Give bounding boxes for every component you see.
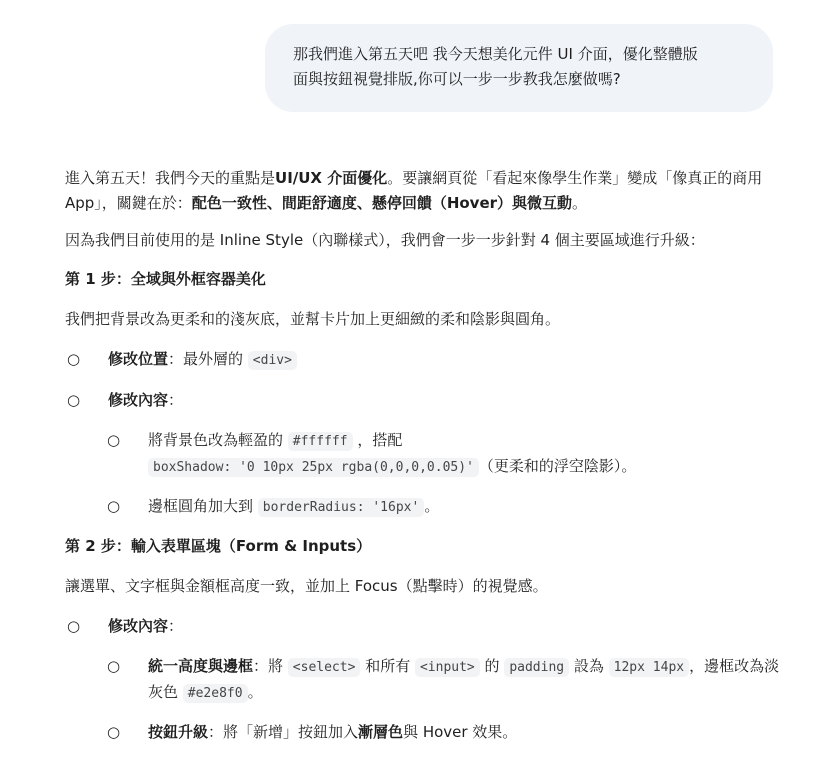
step1-content-label: 修改內容 <box>108 391 169 409</box>
inline-code: <select> <box>288 658 361 677</box>
intro-paragraph-2: 因為我們目前使用的是 Inline Style（內聯樣式），我們會一步一步針對 4 個主要區域進行升級： <box>65 231 705 249</box>
step2-sub1-label: 統一高度與邊框 <box>148 657 254 675</box>
step1-position-text: ：最外層的 <box>168 350 248 368</box>
step1-description: 我們把背景改為更柔和的淺灰底，並幫卡片加上更細緻的柔和陰影與圓角。 <box>65 310 561 328</box>
intro-text-2: 。要讓網頁從「看起來像學生作業」變成「像真正的商用 App」，關鍵在於： <box>65 169 763 212</box>
intro-text-3: 。 <box>572 194 588 212</box>
bullet-icon: ○ <box>67 350 81 368</box>
inline-code: <div> <box>248 351 297 370</box>
inline-code: padding <box>504 658 569 677</box>
step2-sub2-text: ：將「新增」按鈕加入 <box>208 723 359 741</box>
step2-sub2-bold: 漸層色 <box>358 723 404 741</box>
inline-code: 12px 14px <box>609 658 689 677</box>
intro-bold-1: UI/UX 介面優化 <box>275 169 388 187</box>
step2-sub1-text: ：將 <box>253 657 288 675</box>
step1-content-item <box>65 388 785 413</box>
step2-description: 讓選單、文字框與金額框高度一致，並加上 Focus（點擊時）的視覺感。 <box>65 577 548 595</box>
inline-code: boxShadow: '0 10px 25px rgba(0,0,0,0.05)' <box>148 458 479 477</box>
bullet-icon: ○ <box>107 723 121 741</box>
step2-sub-item-1 <box>65 654 785 706</box>
bullet-icon: ○ <box>67 391 81 409</box>
bullet-icon: ○ <box>107 657 121 675</box>
step1-sub1-text: 將背景色改為輕盈的 <box>148 431 288 449</box>
step1-sub1-text-3: （更柔和的浮空陰影）。 <box>478 457 637 475</box>
inline-code: borderRadius: '16px' <box>258 498 425 517</box>
user-message-line-2: 面與按鈕視覺排版,你可以一步一步教我怎麼做嗎? <box>293 70 621 88</box>
step2-content-colon: ： <box>168 617 184 635</box>
step2-content-item <box>65 614 785 639</box>
user-message-bubble <box>265 24 773 112</box>
step1-sub2-text: 邊框圓角加大到 <box>148 497 258 515</box>
step2-sub2-text-2: 與 Hover 效果。 <box>403 723 518 741</box>
assistant-response <box>65 166 785 759</box>
step2-sub1-text-3: 的 <box>479 657 505 675</box>
step1-sub-item-1 <box>65 428 785 480</box>
step1-sub1-text-2: ，搭配 <box>352 431 403 449</box>
step1-heading: 第 1 步：全域與外框容器美化 <box>65 270 266 288</box>
step1-sub-item-2 <box>65 494 785 520</box>
user-message-line-1: 那我們進入第五天吧 我今天想美化元件 UI 介面，優化整體版 <box>293 45 698 63</box>
step1-content-colon: ： <box>168 391 184 409</box>
intro-bold-2: 配色一致性、間距舒適度、懸停回饋（Hover）與微互動 <box>191 194 573 212</box>
step2-content-label: 修改內容 <box>108 617 169 635</box>
step1-position-label: 修改位置 <box>108 350 169 368</box>
inline-code: #e2e8f0 <box>183 684 248 703</box>
intro-text: 進入第五天！我們今天的重點是 <box>65 169 276 187</box>
step1-sub2-text-2: 。 <box>424 497 440 515</box>
step2-sub1-text-4: 設為 <box>569 657 609 675</box>
step2-sub2-label: 按鈕升級 <box>148 723 209 741</box>
step2-sub1-text-6: 。 <box>247 683 263 701</box>
bullet-icon: ○ <box>67 617 81 635</box>
inline-code: #ffffff <box>288 432 353 451</box>
bullet-icon: ○ <box>107 497 121 515</box>
step1-position-item <box>65 347 785 373</box>
step2-sub1-text-2: 和所有 <box>360 657 415 675</box>
step2-sub-item-2 <box>65 720 785 745</box>
intro-paragraph <box>65 166 785 216</box>
step2-sub1-text-5: ，邊框改為淡灰色 <box>148 657 780 701</box>
bullet-icon: ○ <box>107 431 121 449</box>
step2-heading: 第 2 步：輸入表單區塊（Form & Inputs） <box>65 537 372 555</box>
inline-code: <input> <box>415 658 480 677</box>
